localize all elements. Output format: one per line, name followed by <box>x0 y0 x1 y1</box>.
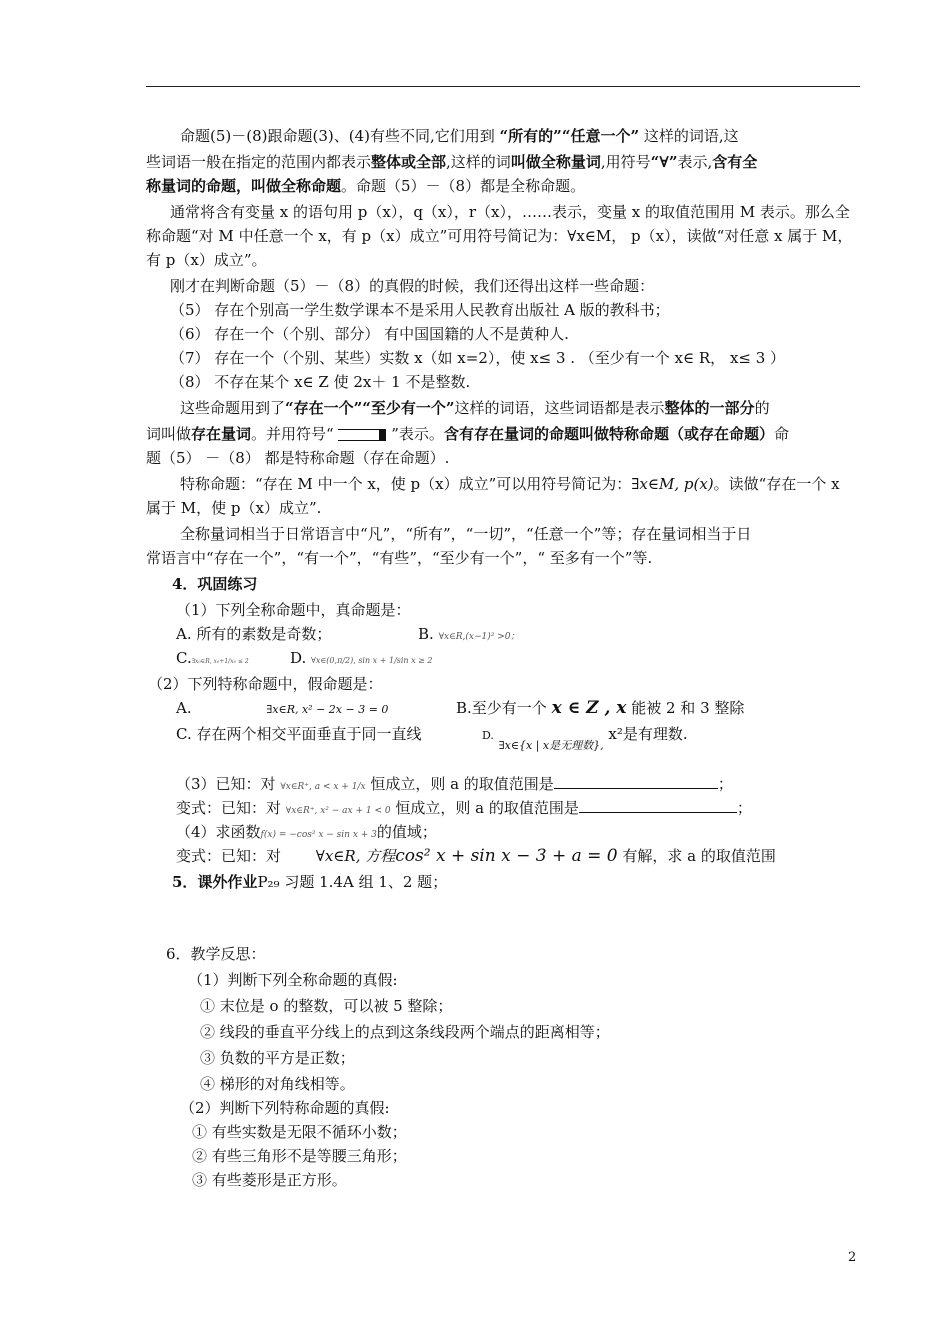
math-formula: x ∈ Z , x <box>551 698 627 718</box>
bold-term: “存在一个”“至少有一个” <box>285 399 455 417</box>
text: 这样的词语,这 <box>643 127 739 145</box>
math-formula: ∀x∈(0,π/2), sin x + 1/sin x ≥ 2 <box>311 656 433 665</box>
bold-term: “所有的” <box>499 127 562 145</box>
math-formula: cos² x + sin x − 3 + a = 0 <box>395 846 618 866</box>
section-heading: 5．课外作业 <box>172 873 258 891</box>
math-formula: ∀x∈R⁺, x² − ax + 1 < 0 <box>285 806 391 816</box>
math-formula: ∀x∈R⁺, a < x + 1/x <box>280 782 366 792</box>
para-6-line-1: 全称量词相当于日常语言中“凡”，“所有”，“一切”，“任意一个”等；存在量词相当于日 <box>180 525 752 543</box>
reflection-2-item: ② 有些三角形不是等腰三角形； <box>192 1147 407 1165</box>
bold-term: 存在量词 <box>191 425 252 443</box>
bold-term: 含有全 <box>712 153 758 171</box>
text: 这些命题用到了 <box>180 399 286 417</box>
bold-term: 整体或全部 <box>371 153 447 171</box>
forall-symbol: “∀” <box>650 153 678 171</box>
math-formula: ∀x∈R, 方程 <box>315 847 396 865</box>
text: 这样的词语，这些词语都是表示 <box>454 399 665 417</box>
text: 。读做“存在一个 x <box>713 475 840 493</box>
question-2-option-d <box>482 724 688 752</box>
bold-term: “任意一个” <box>561 127 640 145</box>
text: x²是有理数. <box>608 725 688 743</box>
text: 恒成立，则 a 的取值范围是 <box>395 799 579 817</box>
option-label: D. <box>482 729 494 742</box>
example-8: （8） 不存在某个 x∈ Z 使 2x＋ 1 不是整数. <box>170 373 471 391</box>
option-label: B. <box>418 625 434 643</box>
para-6-line-2: 常语言中“存在一个”，“有一个”，“有些”，“至少有一个”，“ 至多有一个”等. <box>146 549 653 567</box>
section-6-heading: 6．教学反思： <box>166 945 266 963</box>
text: 特称命题：“存在 M 中一个 x，使 p（x）成立”可以用符号简记为： <box>180 475 632 493</box>
question-2-option-b <box>456 698 744 718</box>
text: ,用符号 <box>600 153 651 171</box>
text: 命题(5)－(8)跟命题(3)、(4)有些不同,它们用到 <box>180 127 495 145</box>
para-5-line-1 <box>180 474 840 494</box>
question-1-option-c <box>176 648 249 672</box>
text: 有解，求 a 的取值范围 <box>622 847 776 865</box>
para-2-line-3: 有 p（x）成立”。 <box>146 251 267 269</box>
math-formula: f(x) = −cos² x − sin x + 3 <box>260 830 377 840</box>
math-formula: ∃x∈R, x² − 2x − 3 = 0 <box>266 703 389 716</box>
bold-term: 称量词的命题，叫做全称命题 <box>146 177 342 195</box>
question-4 <box>176 822 437 845</box>
text: 。命题（5）－（8）都是全称命题。 <box>341 177 586 195</box>
bold-term: 整体的一部分 <box>664 399 755 417</box>
para-1-line-3 <box>146 176 585 196</box>
reflection-1-item: ② 线段的垂直平分线上的点到这条线段两个端点的距离相等； <box>200 1023 610 1041</box>
para-5-line-2: 属于 M，使 p（x）成立”. <box>146 499 322 517</box>
section-5 <box>172 872 447 892</box>
math-formula: ∃x∈{x | x是无理数}, <box>498 739 604 752</box>
header-rule <box>146 86 860 87</box>
text: ； <box>717 775 733 793</box>
reflection-2-item: ③ 有些菱形是正方形。 <box>192 1171 347 1189</box>
text: （4）求函数 <box>176 823 261 841</box>
para-2-line-1: 通常将含有变量 x 的语句用 p（x），q（x），r（x），……表示，变量 x 的取值范围用 M 表示。那么全 <box>170 203 850 221</box>
text: 变式：已知：对 <box>176 847 282 865</box>
example-7: （7） 存在一个（个别、某些）实数 x（如 x=2），使 x≤ 3 . （至少有一个 x∈ R， x≤ 3 ） <box>170 349 786 367</box>
option-label: A. <box>176 699 192 717</box>
text: ,这样的词 <box>446 153 511 171</box>
text: 些词语一般在指定的范围内都表示 <box>146 153 372 171</box>
example-5: （5） 存在个别高一学生数学课本不是采用人民教育出版社 A 版的教科书； <box>170 301 670 319</box>
para-1-line-2 <box>146 152 757 172</box>
reflection-2: （2）判断下列特称命题的真假: <box>180 1099 390 1117</box>
math-formula: ∃x₀∈R, x₀+1/x₀ ≤ 2 <box>191 658 249 665</box>
question-1-option-b <box>418 624 520 647</box>
question-2-option-c: C. 存在两个相交平面垂直于同一直线 <box>176 725 422 743</box>
reflection-2-item: ① 有些实数是无限不循环小数； <box>192 1123 407 1141</box>
question-1: （1）下列全称命题中，真命题是： <box>176 601 411 619</box>
example-6: （6） 存在一个（个别、部分） 有中国国籍的人不是黄种人. <box>170 325 569 343</box>
question-1-option-d <box>290 648 433 671</box>
text: 词叫做 <box>146 425 192 443</box>
math-formula: ∃x∈M, p(x) <box>631 475 714 493</box>
reflection-1-item: ① 末位是 o 的整数，可以被 5 整除； <box>200 997 453 1015</box>
text: B.至少有一个 <box>456 699 547 717</box>
answer-blank[interactable] <box>579 798 737 813</box>
text: 命 <box>773 425 789 443</box>
option-label: C. <box>176 649 192 667</box>
math-formula: ∀x∈R,(x−1)² >0； <box>438 632 520 642</box>
reflection-1-item: ③ 负数的平方是正数； <box>200 1049 355 1067</box>
text: 变式：已知：对 <box>176 799 282 817</box>
reflection-1: （1）判断下列全称命题的真假: <box>188 971 398 989</box>
question-1-option-a: A. 所有的素数是奇数； <box>176 625 332 643</box>
text: ”表示。 <box>391 425 444 443</box>
bold-term: 叫做全称量词 <box>510 153 601 171</box>
text: 。并用符号“ <box>251 425 334 443</box>
page-number: 2 <box>848 1250 857 1265</box>
text: 恒成立，则 a 的取值范围是 <box>370 775 554 793</box>
para-4-line-2 <box>146 424 789 444</box>
question-2-option-a <box>176 698 388 720</box>
exists-symbol-image <box>338 429 386 441</box>
para-4-line-1 <box>180 398 770 418</box>
para-3: 刚才在判断命题（5）－（8）的真假的时候，我们还得出这样一些命题： <box>170 277 655 295</box>
question-3 <box>176 774 733 797</box>
text: （3）已知：对 <box>176 775 276 793</box>
text: 能被 2 和 3 整除 <box>631 699 745 717</box>
answer-blank[interactable] <box>554 774 718 789</box>
bold-term: 含有存在量词的命题叫做特称命题（或存在命题） <box>443 425 774 443</box>
para-4-line-3: 题（5） －（8） 都是特称命题（存在命题）. <box>146 449 450 467</box>
text: ； <box>736 799 752 817</box>
question-2: （2）下列特称命题中，假命题是： <box>148 675 383 693</box>
reflection-1-item: ④ 梯形的对角线相等。 <box>200 1075 355 1093</box>
option-label: D. <box>290 649 307 667</box>
text: 表示, <box>677 153 713 171</box>
section-4-heading: 4．巩固练习 <box>172 575 258 593</box>
para-2-line-2: 称命题“对 M 中任意一个 x，有 p（x）成立”可用符号简记为：∀x∈M， p（x），读做“对任意 x 属于 M， <box>146 227 853 245</box>
text: 的 <box>754 399 770 417</box>
text: 的值域； <box>376 823 437 841</box>
text: P₂₉ 习题 1.4A 组 1、2 题； <box>257 873 448 891</box>
variant-2 <box>176 846 776 866</box>
para-1-line-1 <box>180 126 739 146</box>
variant-1 <box>176 798 752 821</box>
